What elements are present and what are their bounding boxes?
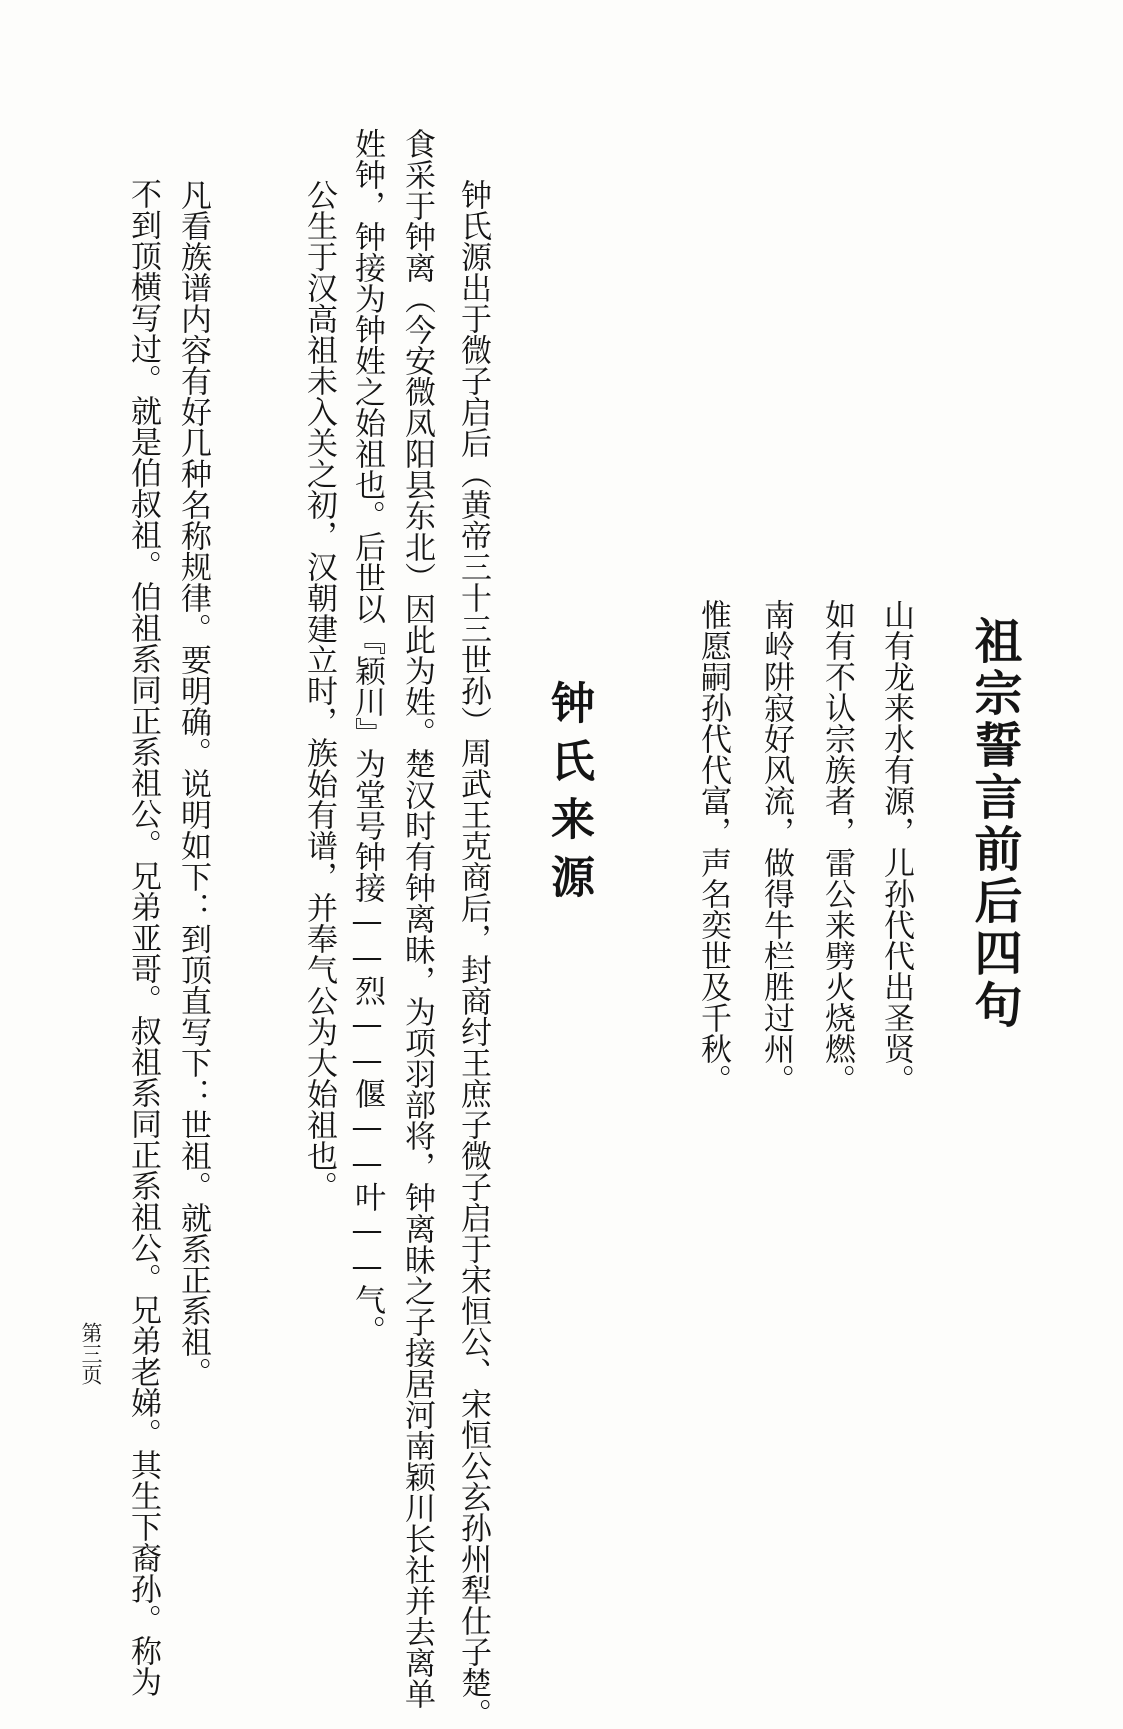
- naming-line: 凡看族谱内容有好几种名称规律。要明确。说明如下：到顶直写下：世祖。就系正系祖。: [175, 179, 211, 1388]
- origin-heading: 钟氏来源: [543, 680, 594, 912]
- origin-line: 钟氏源出于微子启后（黄帝三十三世孙）周武王克商后，封商纣王庶子微子启于宋恒公、宋恒公玄孙州犁仕子楚。: [455, 179, 491, 1729]
- origin-line: 食采于钟离（今安微凤阳县东北）因此为姓。楚汉时有钟离昧，为项羽部将，钟离昧之子接居河南颖川长社并去离单: [399, 128, 435, 1709]
- naming-line: 不到顶横写过。就是伯叔祖。伯祖系同正系祖公。兄弟亚哥。叔祖系同正系祖公。兄弟老娣。其生下裔孙。称为: [125, 178, 161, 1697]
- oath-title: 祖宗誓言前后四句: [966, 616, 1022, 1032]
- oath-line: 惟愿嗣孙代代富，声名奕世及千秋。: [695, 599, 731, 1095]
- oath-line: 如有不认宗族者，雷公来劈火烧燃。: [819, 599, 855, 1095]
- oath-line: 山有龙来水有源，儿孙代代出圣贤。: [878, 599, 914, 1095]
- origin-line: 公生于汉高祖未入关之初，汉朝建立时，族始有谱，并奉气公为大始祖也。: [301, 179, 337, 1202]
- page-number: 第三页: [79, 1322, 103, 1385]
- origin-line: 姓钟，钟接为钟姓之始祖也。后世以『颖川』为堂号钟接——烈——偃——叶——气。: [349, 128, 385, 1346]
- oath-line: 南岭阱寂好风流，做得牛栏胜过州。: [758, 599, 794, 1095]
